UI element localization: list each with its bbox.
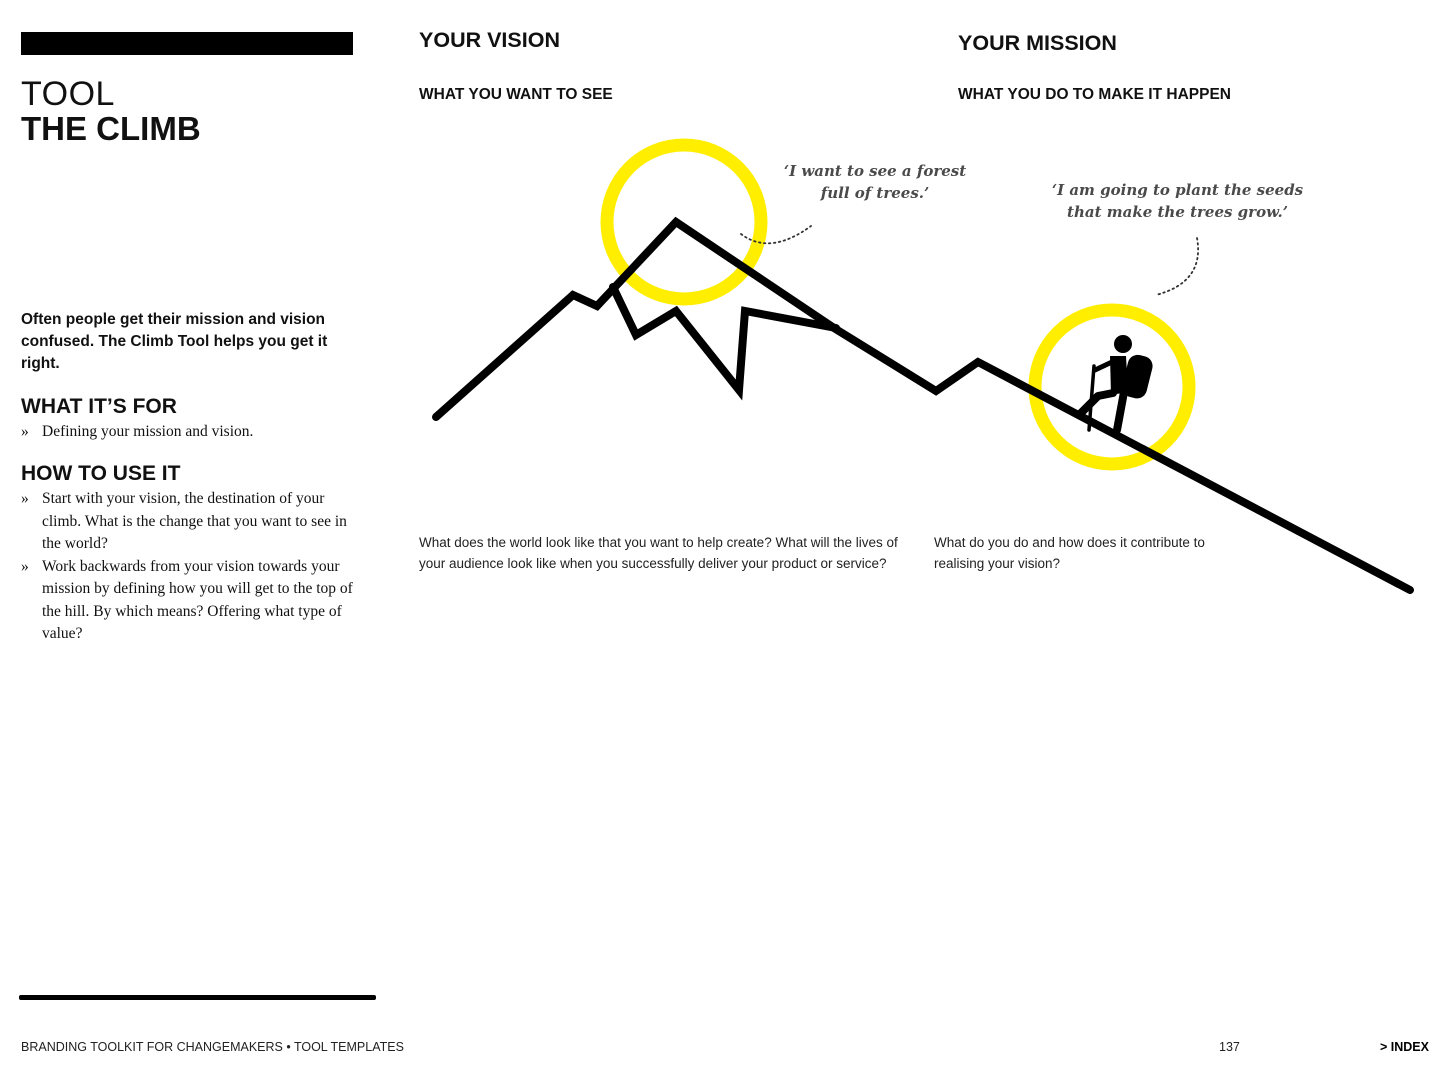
mission-quote-pointer — [1156, 238, 1198, 295]
index-link[interactable]: > INDEX — [1380, 1040, 1429, 1054]
vision-subheading: WHAT YOU WANT TO SEE — [419, 86, 613, 103]
vision-quote-line: full of trees.’ — [820, 184, 930, 202]
how-to-use-heading: HOW TO USE IT — [21, 462, 181, 485]
bullet-glyph: » — [21, 423, 29, 440]
mission-subheading: WHAT YOU DO TO MAKE IT HAPPEN — [958, 86, 1231, 103]
mission-heading: YOUR MISSION — [958, 31, 1117, 55]
footer-rule — [19, 995, 376, 1000]
mission-quote — [1040, 179, 1315, 223]
bullet-glyph: » — [21, 557, 29, 575]
footer-title: BRANDING TOOLKIT FOR CHANGEMAKERS • TOOL TEMPLATES — [21, 1040, 404, 1054]
intro-text: Often people get their mission and vision confused. The Climb Tool helps you get it right. — [21, 311, 328, 372]
hiker-icon — [1080, 335, 1155, 430]
vision-quote-line: ‘I want to see a forest — [783, 162, 967, 180]
page-number: 137 — [1219, 1040, 1240, 1054]
mission-quote-line: that make the trees grow.’ — [1067, 203, 1288, 221]
tool-title: THE CLIMB — [21, 110, 201, 147]
vision-heading: YOUR VISION — [419, 28, 560, 52]
list-item-text: Start with your vision, the destination of your climb. What is the change that you want to see in the world? — [42, 490, 347, 552]
bullet-glyph: » — [21, 490, 29, 507]
mission-description: What do you do and how does it contribute to realising your vision? — [934, 535, 1205, 571]
vision-description: What does the world look like that you want to help create? What will the lives of your audience look like when you successfully deliver your product or service? — [419, 535, 898, 571]
tool-label: TOOL — [21, 75, 115, 113]
vision-quote — [770, 160, 980, 204]
vision-quote-pointer — [741, 226, 811, 243]
list-item-text: Defining your mission and vision. — [42, 423, 254, 440]
what-its-for-heading: WHAT IT’S FOR — [21, 395, 177, 418]
list-item-text: Work backwards from your vision towards your mission by defining how you will get to the top of the hill. By which means? Offering what type of value? — [42, 557, 353, 642]
mission-quote-line: ‘I am going to plant the seeds — [1051, 181, 1304, 199]
